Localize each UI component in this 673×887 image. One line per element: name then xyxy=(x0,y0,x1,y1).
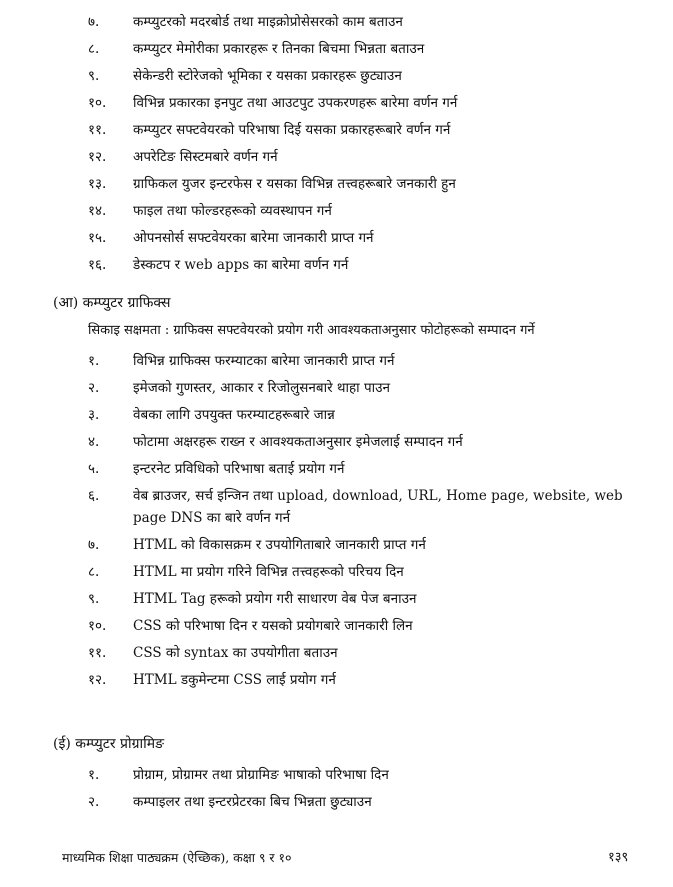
section-c-heading: (ई) कम्प्युटर प्रोग्रामिङ xyxy=(53,736,165,752)
footer-curriculum-title: माध्यमिक शिक्षा पाठ्यक्रम (ऐच्छिक), कक्षा ९ र १० xyxy=(62,850,292,865)
item-number: १४. xyxy=(88,203,107,219)
section-b-heading: (आ) कम्प्युटर ग्राफिक्स xyxy=(53,295,171,311)
item-text: सेकेन्डरी स्टोरेजको भूमिका र यसका प्रकारहरू छुट्याउन xyxy=(133,68,402,84)
item-number: १०. xyxy=(88,95,107,111)
item-text: प्रोग्राम, प्रोग्रामर तथा प्रोग्रामिङ भाषाको परिभाषा दिन xyxy=(133,767,389,783)
list-item xyxy=(88,171,673,198)
item-text: CSS को परिभाषा दिन र यसको प्रयोगबारे जानकारी लिन xyxy=(133,618,413,634)
page-number: १३९ xyxy=(608,850,629,865)
list-item xyxy=(88,36,673,63)
item-number: ९. xyxy=(88,591,100,607)
item-number: ३. xyxy=(88,407,100,423)
item-text: HTML को विकासक्रम र उपयोगिताबारे जानकारी प्राप्त गर्न xyxy=(133,537,426,553)
list-item xyxy=(88,559,673,586)
item-text: HTML मा प्रयोग गरिने विभिन्न तत्त्वहरूको परिचय दिन xyxy=(133,564,404,580)
item-text: CSS को syntax का उपयोगीता बताउन xyxy=(133,645,338,661)
item-text: इमेजको गुणस्तर, आकार र रिजोलुसनबारे थाहा पाउन xyxy=(133,380,391,396)
item-text: वेबका लागि उपयुक्त फरम्याटहरूबारे जान्न xyxy=(133,407,335,423)
item-text: ग्राफिकल युजर इन्टरफेस र यसका विभिन्न तत्त्वहरूबारे जनकारी हुन xyxy=(133,176,456,192)
item-number: २. xyxy=(88,380,100,396)
item-number: ८. xyxy=(88,564,100,580)
item-number: १. xyxy=(88,767,100,783)
list-item xyxy=(88,117,673,144)
item-number: ५. xyxy=(88,461,100,477)
list-item xyxy=(88,198,673,225)
item-number: १०. xyxy=(88,618,107,634)
section-c-objectives-list xyxy=(88,762,673,816)
item-text: वेब ब्राउजर, सर्च इन्जिन तथा upload, download, URL, Home page, website, web page DNS का बारे वर्णन गर्न xyxy=(133,488,623,526)
item-text: विभिन्न ग्राफिक्स फरम्याटका बारेमा जानकारी प्राप्त गर्न xyxy=(133,353,395,369)
list-item xyxy=(88,402,673,429)
item-number: ११. xyxy=(88,645,107,661)
list-item xyxy=(88,667,673,694)
section-b-objectives-list xyxy=(88,348,673,694)
item-text: कम्पाइलर तथा इन्टरप्रेटरका बिच भिन्नता छुट्याउन xyxy=(133,794,372,810)
list-item xyxy=(88,252,673,279)
item-text: HTML Tag हरूको प्रयोग गरी साधारण वेब पेज बनाउन xyxy=(133,591,417,607)
item-text: इन्टरनेट प्रविधिको परिभाषा बताई प्रयोग गर्न xyxy=(133,461,345,477)
item-number: ९. xyxy=(88,68,100,84)
list-item xyxy=(88,63,673,90)
item-text: कम्प्युटरको मदरबोर्ड तथा माइक्रोप्रोसेसरको काम बताउन xyxy=(133,14,403,30)
item-text: विभिन्न प्रकारका इनपुट तथा आउटपुट उपकरणहरू बारेमा वर्णन गर्न xyxy=(133,95,458,111)
list-item xyxy=(88,144,673,171)
list-item xyxy=(88,640,673,667)
list-item xyxy=(88,348,673,375)
list-item xyxy=(88,9,673,36)
item-number: ८. xyxy=(88,41,100,57)
item-number: २. xyxy=(88,794,100,810)
list-item xyxy=(88,375,673,402)
list-item xyxy=(88,90,673,117)
item-number: ४. xyxy=(88,434,100,450)
item-number: १२. xyxy=(88,672,107,688)
item-number: १३. xyxy=(88,176,107,192)
item-number: १२. xyxy=(88,149,107,165)
item-text: फोटामा अक्षरहरू राख्न र आवश्यकताअनुसार इमेजलाई सम्पादन गर्न xyxy=(133,434,463,450)
list-item xyxy=(88,613,673,640)
list-item xyxy=(88,586,673,613)
item-text: कम्प्युटर मेमोरीका प्रकारहरू र तिनका बिचमा भिन्नता बताउन xyxy=(133,41,425,57)
item-text: ओपनसोर्स सफ्टवेयरका बारेमा जानकारी प्राप्त गर्न xyxy=(133,230,374,246)
item-number: ११. xyxy=(88,122,107,138)
item-number: ६. xyxy=(88,488,100,504)
item-text: डेस्कटप र web apps का बारेमा वर्णन गर्न xyxy=(133,257,349,273)
list-item xyxy=(88,532,673,559)
item-text: कम्प्युटर सफ्टवेयरको परिभाषा दिई यसका प्रकारहरूबारे वर्णन गर्न xyxy=(133,122,451,138)
section-a-objectives-list xyxy=(88,9,673,279)
list-item xyxy=(88,483,673,532)
item-number: १५. xyxy=(88,230,107,246)
list-item xyxy=(88,456,673,483)
item-number: १. xyxy=(88,353,100,369)
item-number: ७. xyxy=(88,537,100,553)
learning-competency: सिकाइ सक्षमता : ग्राफिक्स सफ्टवेयरको प्रयोग गरी आवश्यकताअनुसार फोटोहरूको सम्पादन गर्ने xyxy=(88,323,535,338)
item-text: HTML डकुमेन्टमा CSS लाई प्रयोग गर्न xyxy=(133,672,336,688)
list-item xyxy=(88,789,673,816)
list-item xyxy=(88,225,673,252)
list-item xyxy=(88,762,673,789)
list-item xyxy=(88,429,673,456)
item-number: ७. xyxy=(88,14,100,30)
item-text: फाइल तथा फोल्डरहरूको व्यवस्थापन गर्न xyxy=(133,203,332,219)
item-number: १६. xyxy=(88,257,107,273)
item-text: अपरेटिङ सिस्टमबारे वर्णन गर्न xyxy=(133,149,278,165)
